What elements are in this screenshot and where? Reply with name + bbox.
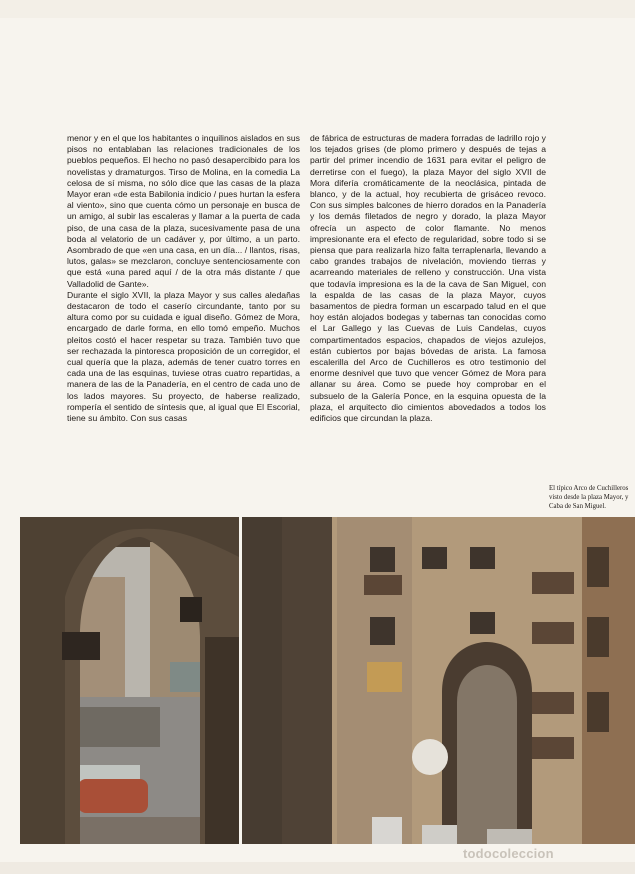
article-column-right: de fábrica de estructuras de madera forradas de ladrillo rojo y los tejados grises (de plomo primero y después de tejas a partir del primer incendio de 1631 para evitar el peligro de derretirse con el fuego), la plaza Mayor del siglo XVII de Mora difería cromáticamente de la neoclásica, pintada de blanco, y de la actual, hoy recubierta de grisáceo revoco. Con sus simples balcones de hierro dorados en la Panadería y los demás filetados de negro y dorado, la plaza Mayor ofrecía un aspecto de color flamante. No menos impresionante era el efecto de regularidad, sobre todo si se piensa que para realizarla hizo falta terraplenarla, llevando a cabo grandes trabajos de nivelación, moviendo tierras y acarreando materiales de relleno y construcción. Una vista que todavía impresiona es la de la cava de San Miguel, con la espalda de las casas de la plaza Mayor, cuyos basamentos de piedra forman un escarpado talud en el que hoy están alojados bodegas y tabernas tan conocidas como el Lar Gallego y las Cuevas de Luis Candelas, cuyos compartimentados espacios, chapados de viejos azulejos, están cubiertos por bajas bóvedas de arista. La famosa escalerilla del Arco de Cuchilleros es otro testimonio del enorme desnivel que tuvo que vencer Gómez de Mora para allanar su área. Como se puede hoy comprobar en el subsuelo de la Galería Ponce, en la esquina opuesta de la plaza, el arquitecto dio cimientos abovedados a todos los edificios que circundan la plaza. [310,133,546,424]
photo-arco-cuchilleros-drawing [242,517,635,844]
photo-archway-street-drawing [20,517,239,844]
photo-caption: El típico Arco de Cuchilleros visto desde la plaza Mayor, y Caba de San Miguel. [549,485,629,510]
photo-archway-street [20,517,239,844]
page-bottom-band [0,862,635,874]
article-column-left: menor y en el que los habitantes o inquilinos aislados en sus pisos no entablaban las relaciones tradicionales de los pueblos pequeños. El hecho no pasó desapercibido para los novelistas y dramaturgos. Tirso de Molina, en la comedia La celosa de sí misma, no sólo dice que las casas de la plaza Mayor eran «de esta Babilonia indicio / pues hurtan la esfera al viento», sino que cuenta cómo un personaje en busca de un amigo, al subir las escaleras y llamar a la puerta de cada piso, de una casa de la plaza, sucesivamente pasa de una boda al velatorio de un cadáver y, por último, a un parto. Asombrado de que «en una casa, en un día... / llantos, risas, lutos, galas» se mezclaron, concluye sentenciosamente con que está «una pared aquí / de la otra más distante / que Valladolid de Gante». Durante el siglo XVII, la plaza Mayor y sus calles aledañas destacaron de todo el caserío circundante, tanto por su altura como por su cuidada e igual diseño. Gómez de Mora, encargado de darle forma, en ello tomó empeño. Muchos pleitos costó el hacer respetar su traza. También tuvo que ser rechazada la pintoresca proposición de un corregidor, el cual quería que la plaza, además de tener cuatro torres en cada una de las esquinas, tuviese otras cuatro repartidas, a manera de las de la Panadería, en el centro de cada uno de los lados mayores. Su proyecto, de haberse realizado, rompería el sentido de síntesis que, al igual que El Escorial, tiene su ámbito. Con sus casas [67,133,300,424]
photo-arco-cuchilleros [242,517,635,844]
watermark-text: todocoleccion [463,846,554,861]
page-top-band [0,0,635,18]
